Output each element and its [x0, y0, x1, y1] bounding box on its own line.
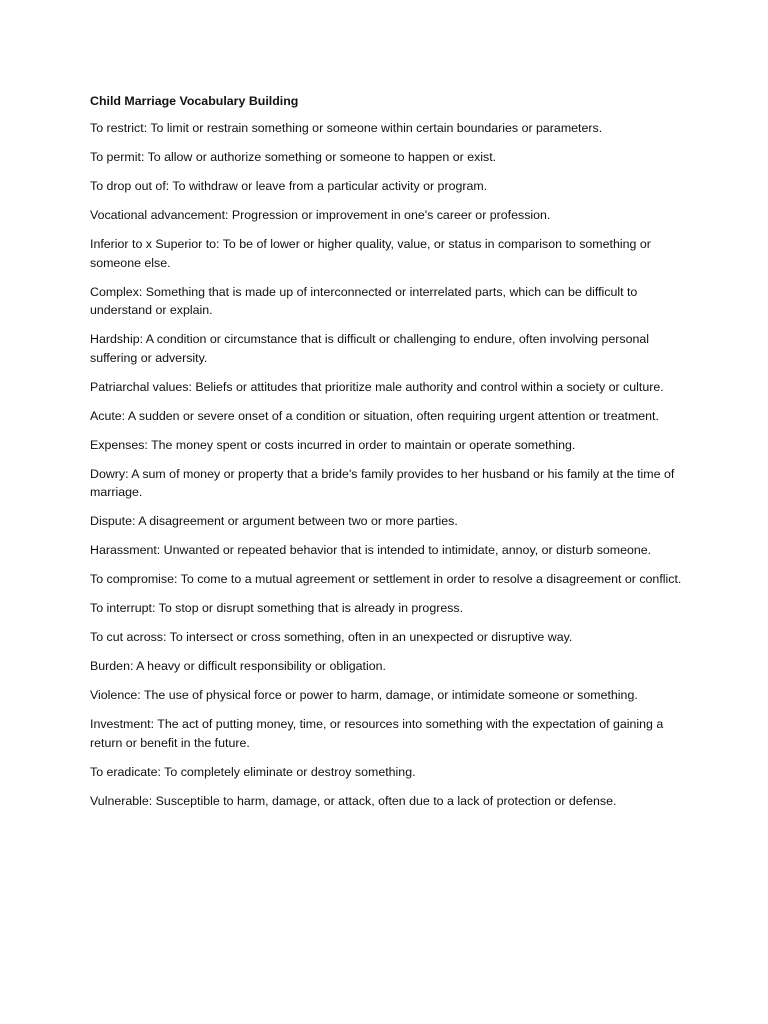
vocabulary-entry-acute: Acute: A sudden or severe onset of a condition or situation, often requiring urgent attention or treatment.: [90, 408, 659, 423]
vocabulary-entry-inferior-superior: Inferior to x Superior to: To be of lower or higher quality, value, or status in comparison to something or someone else.: [90, 237, 651, 270]
vocabulary-entry-vulnerable: Vulnerable: Susceptible to harm, damage, or attack, often due to a lack of protection or defense.: [90, 793, 617, 808]
vocabulary-entry-violence: Violence: The use of physical force or power to harm, damage, or intimidate someone or something.: [90, 688, 638, 702]
vocabulary-entry-permit: To permit: To allow or authorize something or someone to happen or exist.: [90, 150, 497, 164]
vocabulary-entry-cut-across: To cut across: To intersect or cross something, often in an unexpected or disruptive way.: [90, 630, 573, 644]
vocabulary-entry-vocational-advancement: Vocational advancement: Progression or improvement in one's career or profession.: [90, 208, 551, 222]
vocabulary-entry-eradicate: To eradicate: To completely eliminate or destroy something.: [90, 764, 416, 779]
vocabulary-entry-restrict: To restrict: To limit or restrain something or someone within certain boundaries or parameters.: [90, 121, 603, 135]
vocabulary-entry-interrupt: To interrupt: To stop or disrupt something that is already in progress.: [90, 601, 464, 615]
document-title: Child Marriage Vocabulary Building: [90, 94, 299, 108]
vocabulary-entry-hardship: Hardship: A condition or circumstance that is difficult or challenging to endure, often involving personal suffering or adversity.: [90, 332, 650, 365]
vocabulary-entry-expenses: Expenses: The money spent or costs incurred in order to maintain or operate something.: [90, 437, 576, 452]
vocabulary-entry-dispute: Dispute: A disagreement or argument between two or more parties.: [90, 514, 458, 528]
vocabulary-entry-patriarchal-values: Patriarchal values: Beliefs or attitudes that prioritize male authority and control within a society or culture.: [90, 379, 664, 394]
vocabulary-entry-complex: Complex: Something that is made up of interconnected or interrelated parts, which can be difficult to understand or explain.: [90, 284, 638, 317]
vocabulary-entry-investment: Investment: The act of putting money, time, or resources into something with the expectation of gaining a return or benefit in the future.: [90, 717, 664, 750]
vocabulary-entry-drop-out-of: To drop out of: To withdraw or leave from a particular activity or program.: [90, 179, 488, 193]
vocabulary-list: [90, 119, 688, 810]
vocabulary-entry-burden: Burden: A heavy or difficult responsibility or obligation.: [90, 659, 386, 673]
vocabulary-entry-compromise: To compromise: To come to a mutual agreement or settlement in order to resolve a disagreement or conflict.: [90, 572, 682, 586]
vocabulary-entry-dowry: Dowry: A sum of money or property that a bride's family provides to her husband or his family at the time of marriage.: [90, 466, 675, 499]
vocabulary-entry-harassment: Harassment: Unwanted or repeated behavior that is intended to intimidate, annoy, or disturb someone.: [90, 543, 652, 557]
